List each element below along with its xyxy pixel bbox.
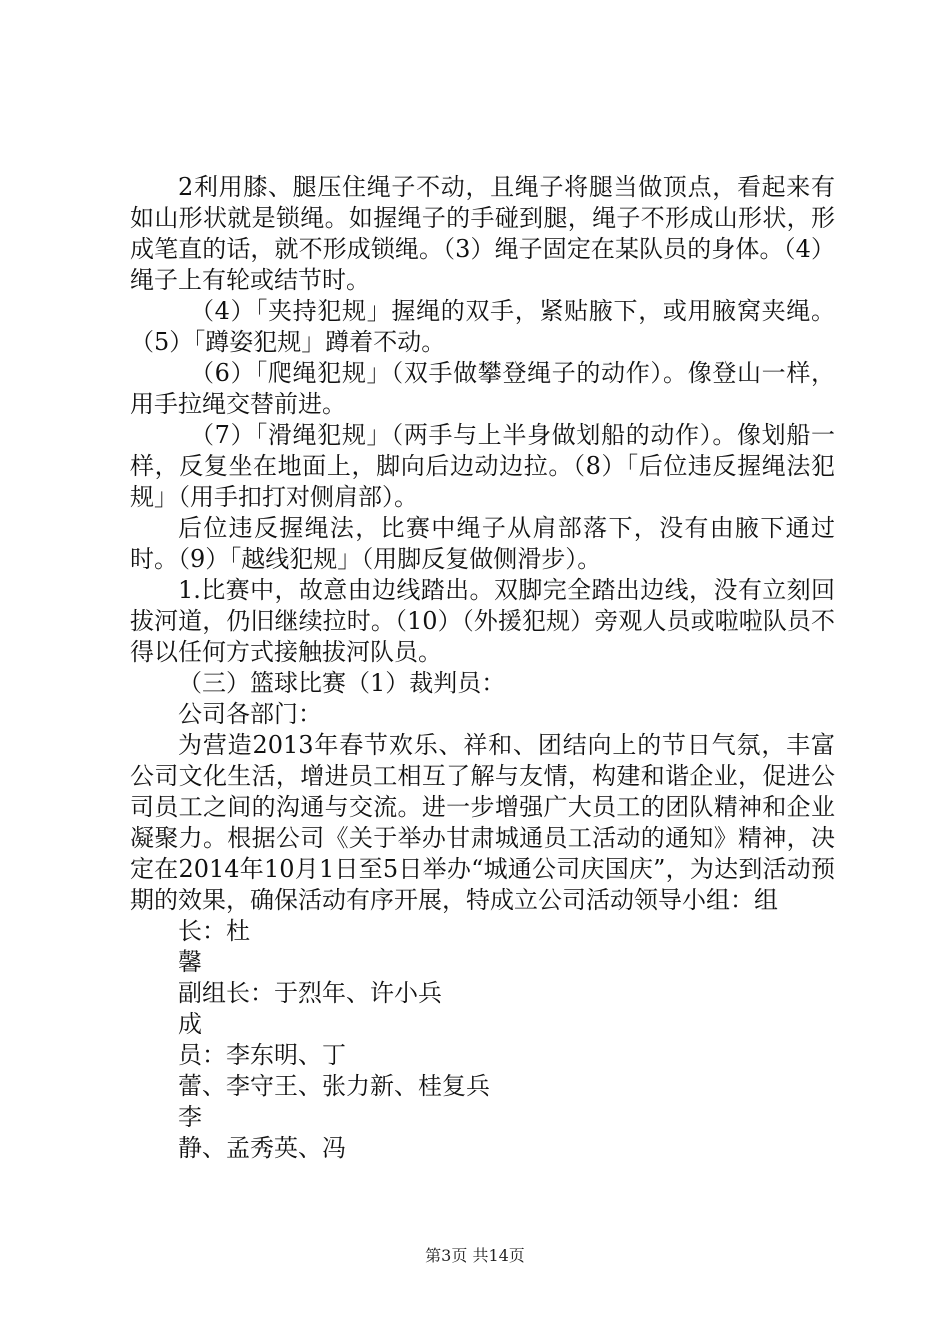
paragraph-1: 2利用膝、腿压住绳子不动，且绳子将腿当做顶点，看起来有如山形状就是锁绳。如握绳子的手碰到腿，绳子不形成山形状，形成笔直的话，就不形成锁绳。（3）绳子固定在某队员的身体。（4）绳子上有轮或结节时。 (130, 173, 835, 294)
page-number-footer: 第3页 共14页 (425, 1246, 525, 1265)
paragraph-5: 后位违反握绳法，比赛中绳子从肩部落下，没有由腋下通过时。（9）「越线犯规」（用脚反复做侧滑步）。 (130, 514, 835, 573)
paragraph-7: （三）篮球比赛（1）裁判员： (178, 669, 506, 697)
line-members-1: 员：李东明、丁 (178, 1041, 346, 1069)
line-members-3: 李 (178, 1103, 202, 1131)
paragraph-3: （6）「爬绳犯规」（双手做攀登绳子的动作）。像登山一样，用手拉绳交替前进。 (130, 359, 835, 418)
paragraph-8: 公司各部门： (178, 700, 322, 728)
line-members-4: 静、孟秀英、冯 (178, 1134, 346, 1162)
line-group-leader-cont: 馨 (178, 948, 202, 976)
document-body (130, 172, 835, 1164)
line-members-2: 蕾、李守王、张力新、桂复兵 (178, 1072, 490, 1100)
paragraph-4: （7）「滑绳犯规」（两手与上半身做划船的动作）。像划船一样，反复坐在地面上，脚向后边动边拉。（8）「后位违反握绳法犯规」（用手扣打对侧肩部）。 (130, 421, 835, 511)
paragraph-9: 为营造2013年春节欢乐、祥和、团结向上的节日气氛，丰富公司文化生活，增进员工相互了解与友情，构建和谐企业，促进公司员工之间的沟通与交流。进一步增强广大员工的团队精神和企业凝聚力。根据公司《关于举办甘肃城通员工活动的通知》精神，决定在2014年10月1日至5日举办“城通公司庆国庆”，为达到活动预期的效果，确保活动有序开展，特成立公司活动领导小组：组 (130, 731, 835, 914)
paragraph-6: 1.比赛中，故意由边线踏出。双脚完全踏出边线，没有立刻回拔河道，仍旧继续拉时。（10）（外援犯规）旁观人员或啦啦队员不得以任何方式接触拔河队员。 (130, 576, 835, 666)
line-group-leader: 长：杜 (178, 917, 250, 945)
line-members-label: 成 (178, 1010, 202, 1038)
line-deputy-leader: 副组长：于烈年、许小兵 (178, 979, 442, 1007)
paragraph-2: （4）「夹持犯规」握绳的双手，紧贴腋下，或用腋窝夹绳。（5）「蹲姿犯规」蹲着不动。 (130, 297, 835, 356)
